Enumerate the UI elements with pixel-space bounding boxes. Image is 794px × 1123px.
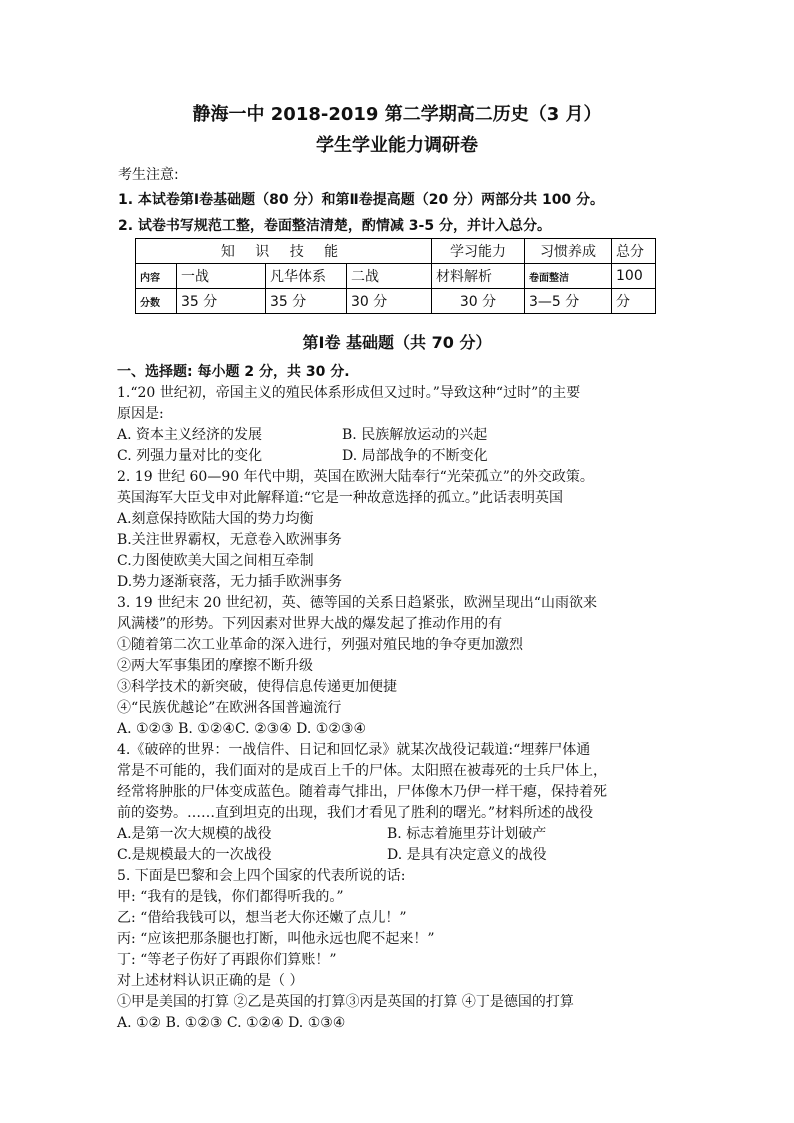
q4-option-c: C.是规模最大的一次战役 <box>117 847 272 863</box>
content-ww2: 二战 <box>347 264 432 289</box>
q3-line2: 风满楼”的形势。下列因素对世界大战的爆发起了推动作用的有 <box>117 616 503 632</box>
q1-option-d: D. 局部战争的不断变化 <box>342 448 488 464</box>
score-ww2: 30 分 <box>347 289 432 314</box>
q2-option-a: A.刻意保持欧陆大国的势力均衡 <box>117 511 314 527</box>
header-habit: 习惯养成 <box>525 239 612 264</box>
q5-prompt: 对上述材料认识正确的是（ ） <box>117 973 304 989</box>
score-table <box>135 238 656 314</box>
score-ww1: 35 分 <box>177 289 266 314</box>
q5-yi: 乙: “借给我钱可以，想当老大你还嫩了点儿！” <box>117 910 407 926</box>
q3-item-3: ③科学技术的新突破，使得信息传递更加便捷 <box>117 679 397 695</box>
q2-option-b: B.关注世界霸权，无意卷入欧洲事务 <box>117 532 342 548</box>
q4-option-d: D. 是具有决定意义的战役 <box>387 847 547 863</box>
header-knowledge: 知 识 技 能 <box>136 239 432 264</box>
q1-option-c: C. 列强力量对比的变化 <box>117 448 263 464</box>
q3-options: A. ①②③ B. ①②④C. ②③④ D. ①②③④ <box>117 721 366 737</box>
q4-options-ab <box>117 824 687 845</box>
row-label-content: 内容 <box>136 264 177 289</box>
part-heading: 一、选择题: 每小题 2 分，共 30 分. <box>117 364 350 380</box>
header-total: 总分 <box>612 239 656 264</box>
content-neatness: 卷面整洁 <box>525 264 612 289</box>
q1-line2: 原因是: <box>117 406 164 422</box>
score-material: 30 分 <box>432 289 525 314</box>
content-versailles: 凡华体系 <box>266 264 347 289</box>
exam-subtitle: 学生学业能力调研卷 <box>316 135 478 156</box>
q5-ding: 丁: “等老子伤好了再跟你们算账！” <box>117 952 337 968</box>
row-label-score: 分数 <box>136 289 177 314</box>
q5-line1: 5. 下面是巴黎和会上四个国家的代表所说的话: <box>117 868 406 884</box>
q5-jia: 甲: “我有的是钱，你们都得听我的。” <box>117 889 344 905</box>
q4-option-a: A.是第一次大规模的战役 <box>117 826 272 842</box>
q2-option-d: D.势力逐渐衰落，无力插手欧洲事务 <box>117 574 343 590</box>
total-unit: 分 <box>612 289 656 314</box>
q3-item-2: ②两大军事集团的摩擦不断升级 <box>117 658 313 674</box>
q2-line2: 英国海军大臣戈申对此解释道:“它是一种故意选择的孤立。”此话表明英国 <box>117 490 564 506</box>
q1-options-ab <box>117 425 687 446</box>
q4-line1: 4.《破碎的世界：一战信件、日记和回忆录》就某次战役记载道:“埋葬尸体通 <box>117 742 591 758</box>
notice-heading: 考生注意: <box>118 167 179 183</box>
score-versailles: 35 分 <box>266 289 347 314</box>
q3-item-1: ①随着第二次工业革命的深入进行，列强对殖民地的争夺更加激烈 <box>117 637 523 653</box>
q3-item-4: ④“民族优越论”在欧洲各国普遍流行 <box>117 700 342 716</box>
total-value: 100 <box>612 264 656 289</box>
q4-options-cd <box>117 845 687 866</box>
content-material: 材料解析 <box>432 264 525 289</box>
q1-option-b: B. 民族解放运动的兴起 <box>342 427 488 443</box>
questions <box>117 362 687 1034</box>
q4-line2: 常是不可能的，我们面对的是成百上千的尸体。太阳照在被毒死的士兵尸体上， <box>117 763 607 779</box>
q4-line3: 经常将肿胀的尸体变成蓝色。随着毒气排出，尸体像木乃伊一样干瘪，保持着死 <box>117 784 607 800</box>
q5-options: A. ①② B. ①②③ C. ①②④ D. ①③④ <box>117 1015 346 1031</box>
q5-bing: 丙: “应该把那条腿也打断，叫他永远也爬不起来！” <box>117 931 435 947</box>
q4-option-b: B. 标志着施里芬计划破产 <box>387 826 547 842</box>
q4-line4: 前的姿势。……直到坦克的出现，我们才看见了胜利的曙光。”材料所述的战役 <box>117 805 594 821</box>
exam-title: 静海一中 2018-2019 第二学期高二历史（3 月） <box>192 104 602 125</box>
q1-option-a: A. 资本主义经济的发展 <box>117 427 263 443</box>
header-learning: 学习能力 <box>432 239 525 264</box>
notice-item-2: 2. 试卷书写规范工整，卷面整洁清楚，酌情减 3-5 分，并计入总分。 <box>118 218 551 234</box>
section-title: 第Ⅰ卷 基础题（共 70 分） <box>302 333 492 352</box>
q1-line1: 1.“20 世纪初，帝国主义的殖民体系形成但又过时。”导致这种“过时”的主要 <box>117 385 581 401</box>
q2-line1: 2. 19 世纪 60—90 年代中期，英国在欧洲大陆奉行“光荣孤立”的外交政策。 <box>117 469 594 485</box>
q2-option-c: C.力图使欧美大国之间相互牵制 <box>117 553 314 569</box>
notice-item-1: 1. 本试卷第Ⅰ卷基础题（80 分）和第Ⅱ卷提高题（20 分）两部分共 100 分。 <box>118 192 605 208</box>
q5-items: ①甲是美国的打算 ②乙是英国的打算③丙是英国的打算 ④丁是德国的打算 <box>117 994 574 1010</box>
content-ww1: 一战 <box>177 264 266 289</box>
q3-line1: 3. 19 世纪末 20 世纪初，英、德等国的关系日趋紧张，欧洲呈现出“山雨欲来 <box>117 595 597 611</box>
score-neatness: 3—5 分 <box>525 289 612 314</box>
q1-options-cd <box>117 446 687 467</box>
